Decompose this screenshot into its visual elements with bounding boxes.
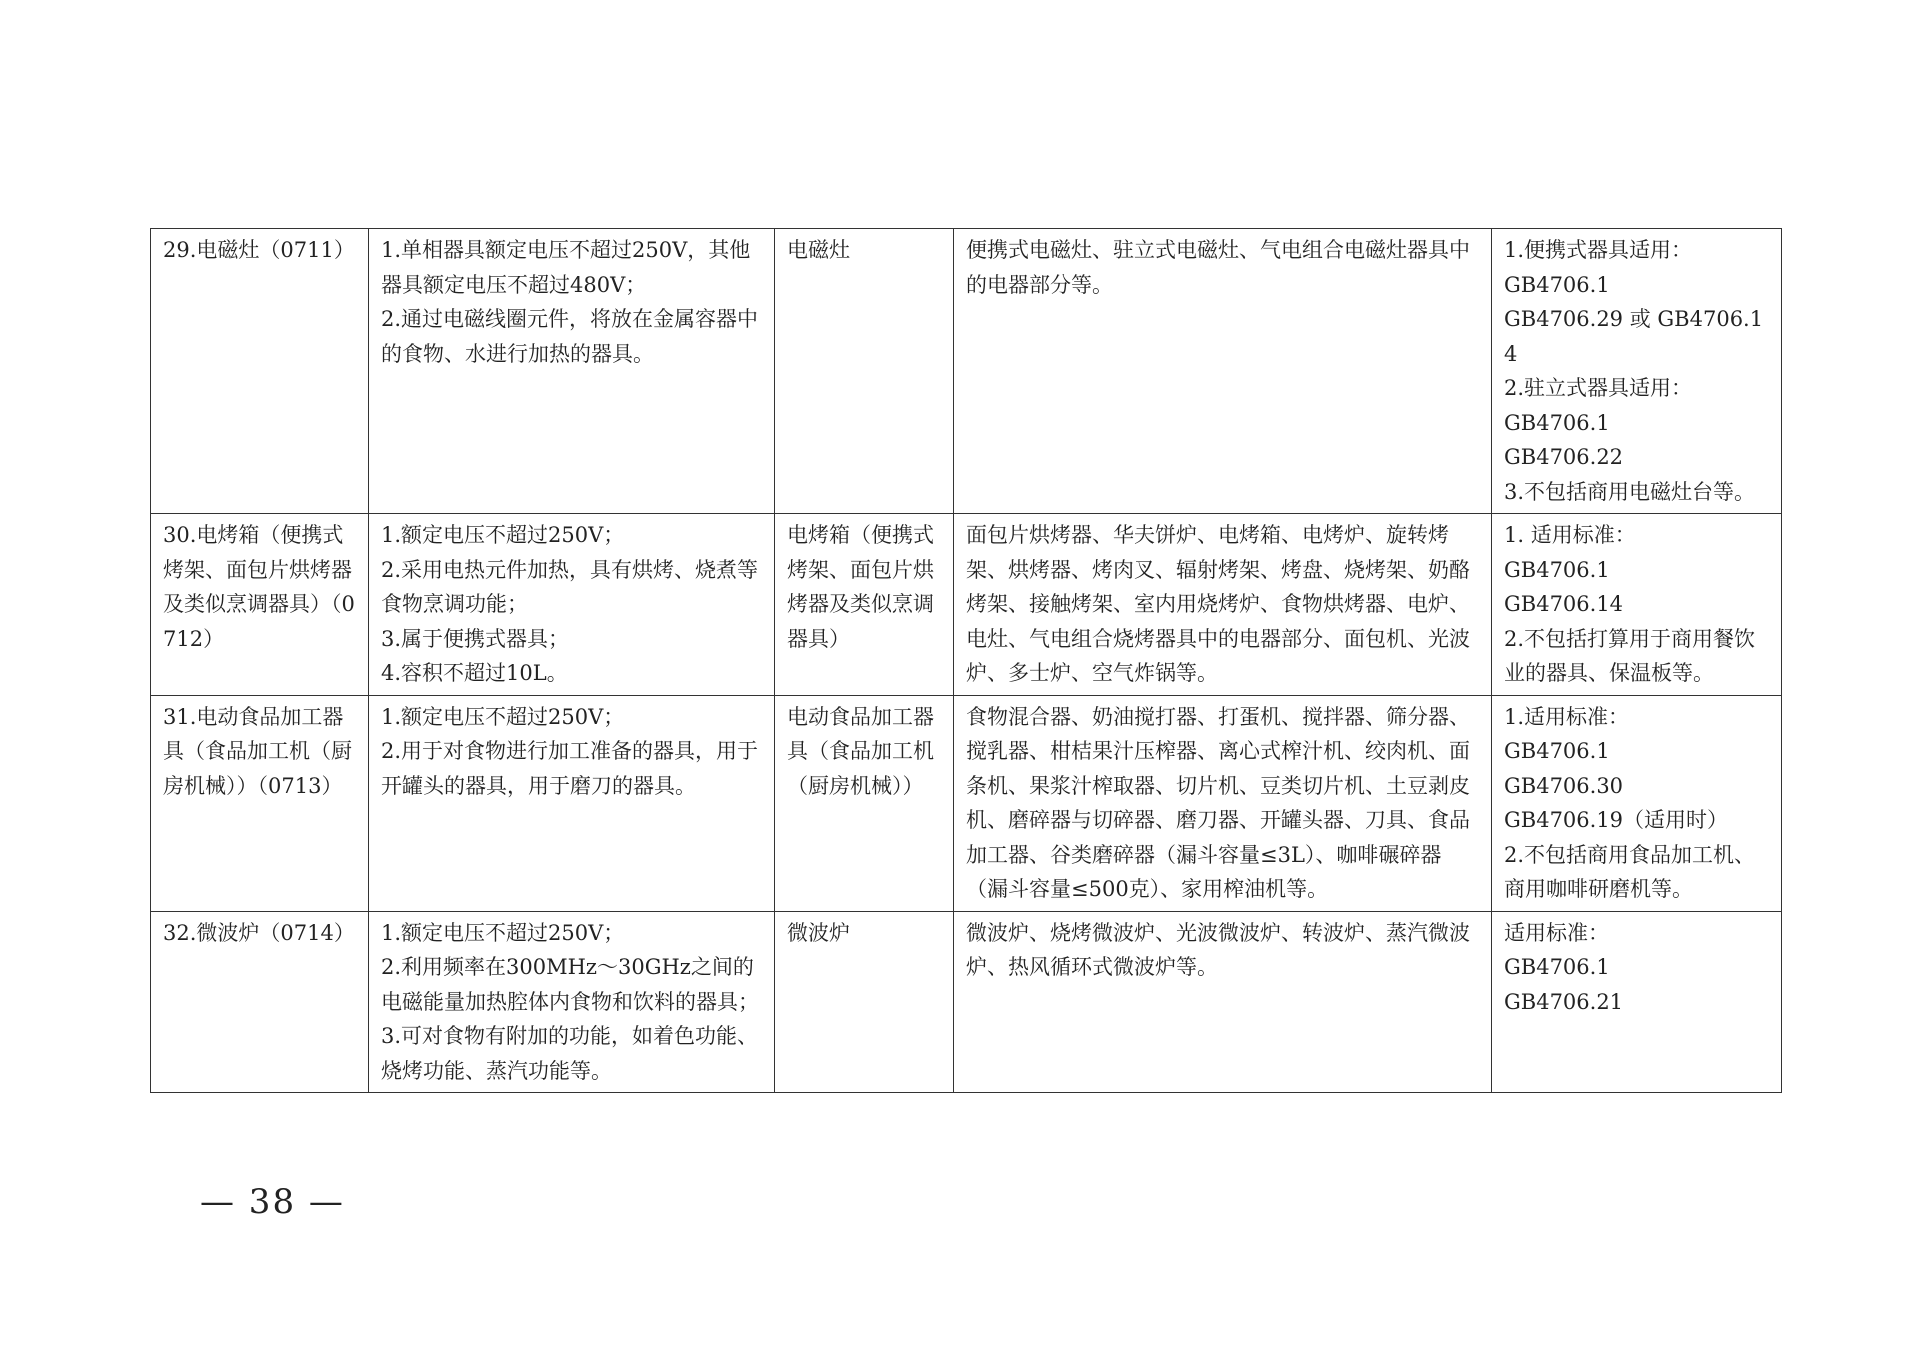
applicable-standards-cell: 1. 适用标准： GB4706.1 GB4706.14 2.不包括打算用于商用餐饮业的器具、保温板等。 <box>1492 514 1782 696</box>
product-name-cell: 微波炉 <box>775 911 954 1093</box>
product-description-cell: 1.单相器具额定电压不超过250V，其他器具额定电压不超过480V； 2.通过电磁线圈元件，将放在金属容器中的食物、水进行加热的器具。 <box>369 229 775 514</box>
product-category-cell: 31.电动食品加工器具（食品加工机（厨房机械））（0713） <box>151 695 369 911</box>
product-category-cell: 32.微波炉（0714） <box>151 911 369 1093</box>
applicable-standards-cell: 1.便携式器具适用： GB4706.1 GB4706.29 或 GB4706.14 2.驻立式器具适用： GB4706.1 GB4706.22 3.不包括商用电磁灶台等。 <box>1492 229 1782 514</box>
product-scope-cell: 微波炉、烧烤微波炉、光波微波炉、转波炉、蒸汽微波炉、热风循环式微波炉等。 <box>954 911 1492 1093</box>
table-row <box>151 514 1782 696</box>
product-catalog-table <box>150 228 1782 1093</box>
product-name-cell: 电烤箱（便携式烤架、面包片烘烤器及类似烹调器具） <box>775 514 954 696</box>
applicable-standards-cell: 适用标准： GB4706.1 GB4706.21 <box>1492 911 1782 1093</box>
product-description-cell: 1.额定电压不超过250V； 2.采用电热元件加热，具有烘烤、烧煮等食物烹调功能； 3.属于便携式器具； 4.容积不超过10L。 <box>369 514 775 696</box>
applicable-standards-cell: 1.适用标准： GB4706.1 GB4706.30 GB4706.19（适用时） 2.不包括商用食品加工机、商用咖啡研磨机等。 <box>1492 695 1782 911</box>
product-scope-cell: 便携式电磁灶、驻立式电磁灶、气电组合电磁灶器具中的电器部分等。 <box>954 229 1492 514</box>
table-row <box>151 229 1782 514</box>
product-category-cell: 29.电磁灶（0711） <box>151 229 369 514</box>
product-name-cell: 电动食品加工器具（食品加工机（厨房机械）） <box>775 695 954 911</box>
product-name-cell: 电磁灶 <box>775 229 954 514</box>
product-description-cell: 1.额定电压不超过250V； 2.利用频率在300MHz～30GHz之间的电磁能量加热腔体内食物和饮料的器具； 3.可对食物有附加的功能，如着色功能、烧烤功能、蒸汽功能等。 <box>369 911 775 1093</box>
product-scope-cell: 面包片烘烤器、华夫饼炉、电烤箱、电烤炉、旋转烤架、烘烤器、烤肉叉、辐射烤架、烤盘、烧烤架、奶酪烤架、接触烤架、室内用烧烤炉、食物烘烤器、电炉、电灶、气电组合烧烤器具中的电器部分、面包机、光波炉、多士炉、空气炸锅等。 <box>954 514 1492 696</box>
product-scope-cell: 食物混合器、奶油搅打器、打蛋机、搅拌器、筛分器、搅乳器、柑桔果汁压榨器、离心式榨汁机、绞肉机、面条机、果浆汁榨取器、切片机、豆类切片机、土豆剥皮机、磨碎器与切碎器、磨刀器、开罐头器、刀具、食品加工器、谷类磨碎器（漏斗容量≤3L）、咖啡碾碎器（漏斗容量≤500克）、家用榨油机等。 <box>954 695 1492 911</box>
table-row <box>151 695 1782 911</box>
product-category-cell: 30.电烤箱（便携式烤架、面包片烘烤器及类似烹调器具）（0712） <box>151 514 369 696</box>
page-number: — 38 — <box>200 1182 345 1222</box>
product-description-cell: 1.额定电压不超过250V； 2.用于对食物进行加工准备的器具，用于开罐头的器具，用于磨刀的器具。 <box>369 695 775 911</box>
table-row <box>151 911 1782 1093</box>
